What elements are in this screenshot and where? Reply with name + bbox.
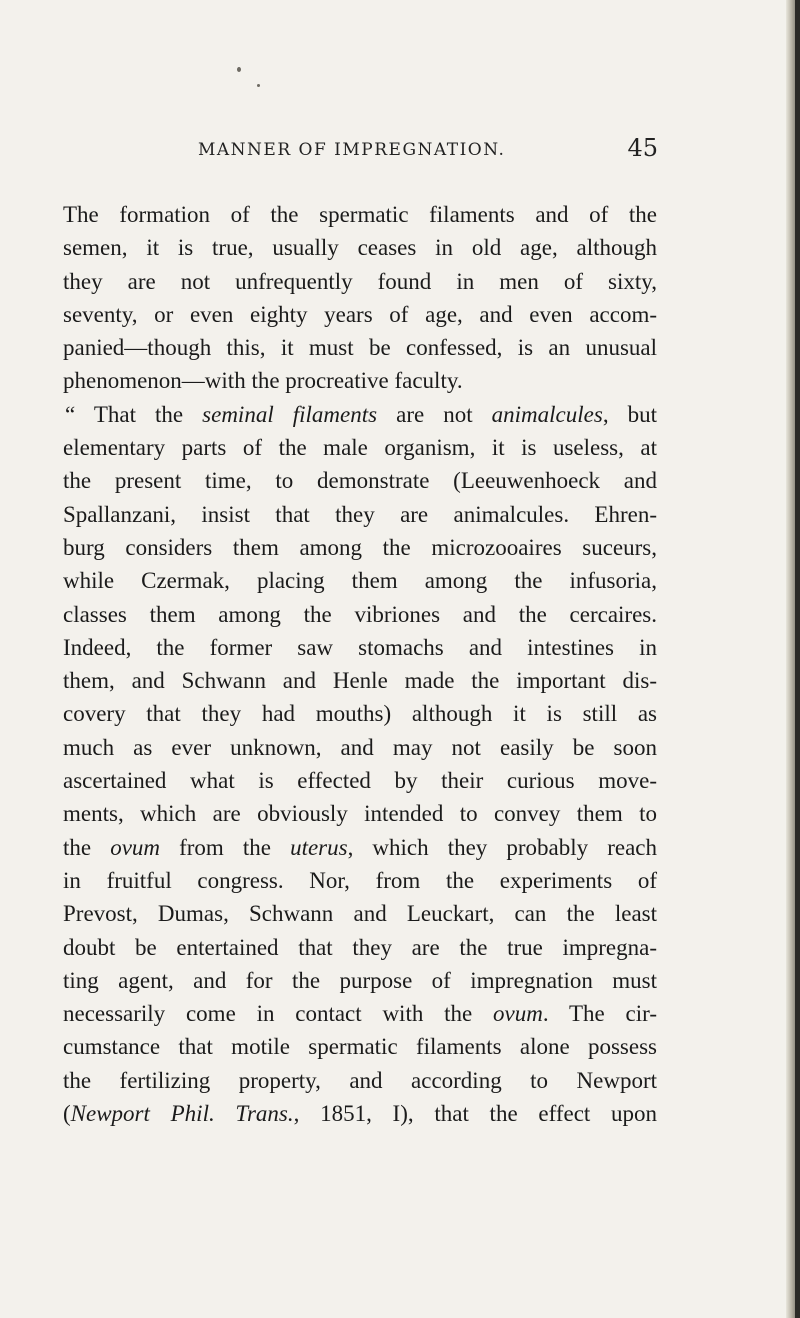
text-run: , which they probably reach [347,834,657,860]
page-header [198,134,658,170]
text-line [63,198,657,231]
italic-text: ovum [493,1001,543,1027]
italic-text: Newport Phil. Trans. [70,1101,294,1127]
running-head: MANNER OF IMPREGNATION. [198,140,506,160]
text-line [63,797,657,830]
text-line [63,897,657,930]
text-line [63,764,657,797]
text-run: Spallanzani, insist that they are animalcules. Ehren- [63,501,657,527]
text-run: the fertilizing property, and according to Newport [63,1067,657,1093]
text-run: , but [602,401,657,427]
text-line [63,398,657,431]
text-run: semen, it is true, usually ceases in old age, although [63,235,657,261]
text-run: cumstance that motile spermatic filaments alone possess [63,1034,657,1060]
text-line [63,231,657,264]
text-run: The formation of the spermatic filaments and of the [63,202,657,227]
text-run: burg considers them among the microzooaires suceurs, [63,534,657,560]
text-run: while Czermak, placing them among the infusoria, [63,568,657,594]
text-line [63,831,657,864]
text-run: ting agent, and for the purpose of impregnation must [63,967,657,993]
text-line [63,864,657,897]
text-line [63,498,657,531]
text-line [63,298,657,331]
italic-text: seminal filaments [202,401,378,427]
text-line [63,265,657,298]
text-run: the present time, to demonstrate (Leeuwenhoeck and [63,468,657,494]
text-line [63,664,657,697]
binding-shadow [795,0,800,1318]
page-number: 45 [627,134,658,162]
text-run: . The cir- [542,1001,657,1027]
text-run: they are not unfrequently found in men of sixty, [63,268,657,294]
text-run: doubt be entertained that they are the true impregna- [63,934,657,960]
text-line [63,997,657,1030]
text-line [63,697,657,730]
text-line [63,631,657,664]
text-line [63,1030,657,1063]
paper-speck [237,67,241,72]
text-line [63,1097,657,1130]
text-run: panied—though this, it must be confessed, is an unusual [63,335,657,361]
body-text [63,198,657,1130]
text-line [63,1064,657,1097]
text-run: phenomenon—with the procreative faculty. [63,368,463,394]
text-run: ments, which are obviously intended to convey them to [63,801,657,827]
text-line [63,931,657,964]
text-run: seventy, or even eighty years of age, and even accom- [63,301,657,327]
text-run: Indeed, the former saw stomachs and intestines in [63,634,657,660]
text-run: in fruitful congress. Nor, from the experiments of [63,867,657,893]
text-line [63,364,657,397]
italic-text: uterus [290,834,348,860]
paper-speck [257,84,260,87]
text-line [63,964,657,997]
text-run: , 1851, I), that the effect upon [293,1101,658,1127]
text-line [63,331,657,364]
text-line [63,431,657,464]
text-line [63,564,657,597]
text-run: much as ever unknown, and may not easily be soon [63,734,657,760]
text-run: are not [377,401,492,427]
text-run: classes them among the vibriones and the cercaires. [63,601,657,627]
text-run: the [63,834,111,860]
italic-text: animalcules [491,401,603,427]
italic-text: ovum [110,834,161,860]
text-run: covery that they had mouths) although it is still as [63,701,657,727]
text-run: them, and Schwann and Henle made the important dis- [63,668,657,694]
text-run: “ That the [65,401,203,427]
text-run: elementary parts of the male organism, it is useless, at [63,435,657,461]
text-line [63,731,657,764]
text-run: Prevost, Dumas, Schwann and Leuckart, can the least [63,901,657,927]
text-line [63,464,657,497]
text-line [63,531,657,564]
text-run: from the [160,834,291,860]
text-run: necessarily come in contact with the [63,1001,494,1027]
text-line [63,598,657,631]
text-run: ( [63,1101,71,1127]
text-run: ascertained what is effected by their curious move- [63,768,657,794]
